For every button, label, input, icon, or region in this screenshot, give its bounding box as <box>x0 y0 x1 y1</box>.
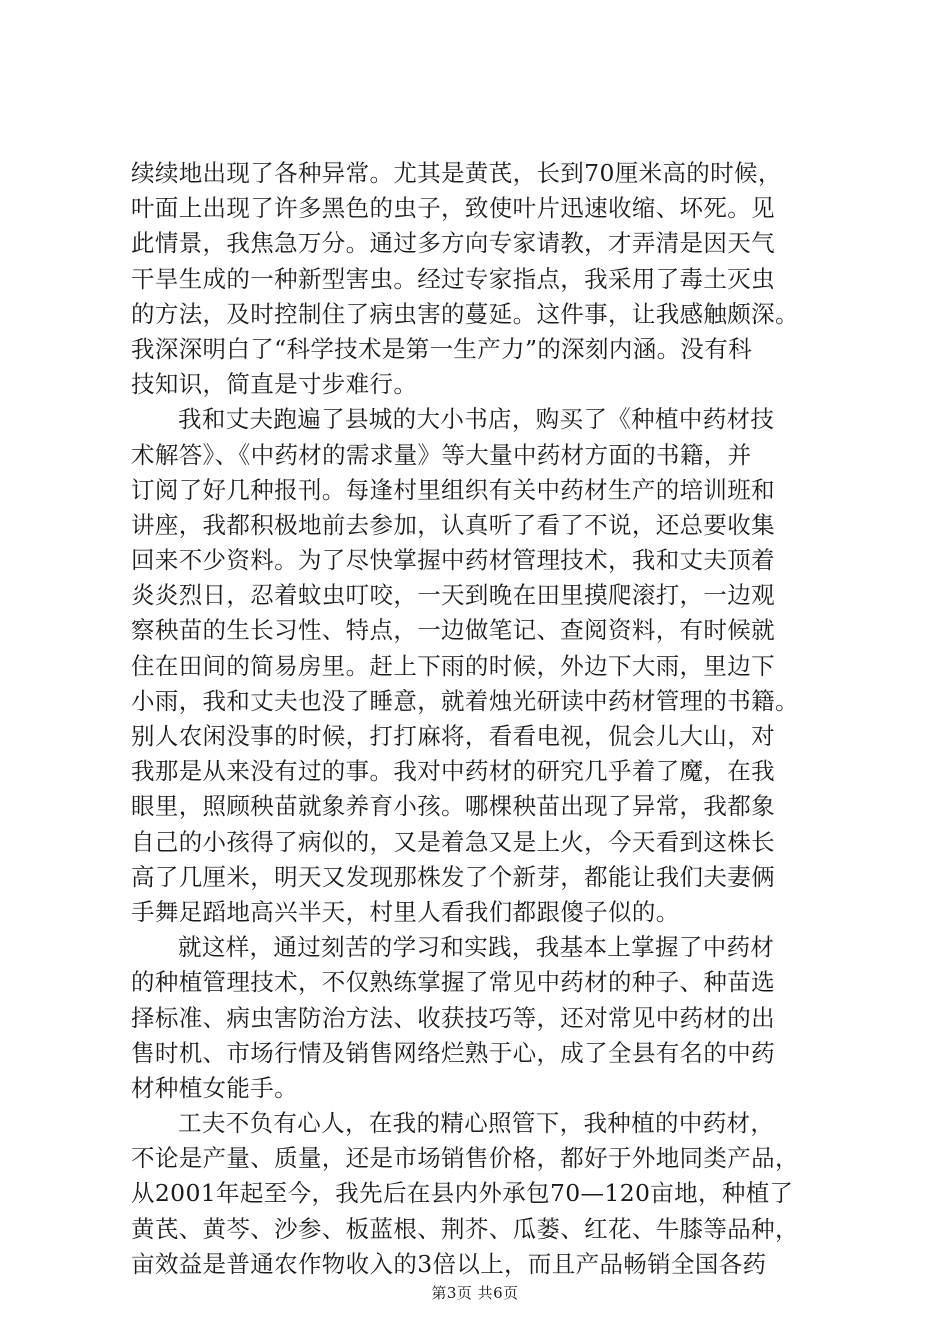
text-line: 别人农闲没事的时候，打打麻将，看看电视，侃会儿大山，对 <box>131 722 775 750</box>
text-line: 此情景，我焦急万分。通过多方向专家请教，才弄清是因天气 <box>131 229 775 258</box>
text-line: 干旱生成的一种新型害虫。经过专家指点，我采用了毒土灭虫 <box>131 264 775 293</box>
text-line: 黄芪、黄芩、沙参、板蓝根、荆芥、瓜蒌、红花、牛膝等品种， <box>131 1214 799 1243</box>
text-line: 我深深明白了“科学技术是第一生产力”的深刻内涵。没有科 <box>131 334 752 363</box>
text-line: 就这样，通过刻苦的学习和实践，我基本上掌握了中药材 <box>178 933 775 962</box>
text-line: 续续地出现了各种异常。尤其是黄芪，长到70厘米高的时候， <box>131 159 782 187</box>
text-line: 我那是从来没有过的事。我对中药材的研究几乎着了魔，在我 <box>131 757 775 786</box>
text-line: 技知识，简直是寸步难行。 <box>131 370 418 399</box>
text-line: 的种植管理技术，不仅熟练掌握了常见中药材的种子、种苗选 <box>131 968 775 997</box>
text-line: 材种植女能手。 <box>131 1073 298 1102</box>
text-line: 从2001年起至今，我先后在县内外承包70—120亩地，种植了 <box>131 1179 794 1208</box>
text-line: 回来不少资料。为了尽快掌握中药材管理技术，我和丈夫顶着 <box>131 546 775 575</box>
body-text <box>131 156 851 1282</box>
page-footer: 第3页 共6页 <box>431 1284 519 1302</box>
text-line: 亩效益是普通农作物收入的3倍以上，而且产品畅销全国各药 <box>131 1249 767 1278</box>
text-line: 眼里，照顾秧苗就象养育小孩。哪棵秧苗出现了异常，我都象 <box>131 792 775 821</box>
text-line: 察秧苗的生长习性、特点，一边做笔记、查阅资料，有时候就 <box>131 616 775 645</box>
text-line: 讲座，我都积极地前去参加，认真听了看了不说，还总要收集 <box>131 510 775 539</box>
text-line: 订阅了好几种报刊。每逢村里组织有关中药材生产的培训班和 <box>131 475 775 504</box>
text-line: 高了几厘米，明天又发现那株发了个新芽，都能让我们夫妻俩 <box>131 862 775 891</box>
text-line: 自己的小孩得了病似的，又是着急又是上火，今天看到这株长 <box>131 827 775 856</box>
text-line: 小雨，我和丈夫也没了睡意，就着烛光研读中药材管理的书籍。 <box>131 686 799 715</box>
text-line: 择标准、病虫害防治方法、收获技巧等，还对常见中药材的出 <box>131 1003 775 1032</box>
text-line: 住在田间的简易房里。赶上下雨的时候，外边下大雨，里边下 <box>131 651 775 680</box>
text-line: 的方法，及时控制住了病虫害的蔓延。这件事，让我感触颇深。 <box>131 299 799 328</box>
text-line: 炎炎烈日，忍着蚊虫叮咬，一天到晚在田里摸爬滚打，一边观 <box>131 581 775 610</box>
text-line: 手舞足蹈地高兴半天，村里人看我们都跟傻子似的。 <box>131 897 680 926</box>
text-line: 售时机、市场行情及销售网络烂熟于心，成了全县有名的中药 <box>131 1038 775 1067</box>
text-line: 术解答》、《中药材的需求量》等大量中药材方面的书籍，并 <box>131 440 752 469</box>
text-line: 不论是产量、质量，还是市场销售价格，都好于外地同类产品， <box>131 1144 799 1173</box>
text-line: 我和丈夫跑遍了县城的大小书店，购买了《种植中药材技 <box>178 405 775 434</box>
text-line: 叶面上出现了许多黑色的虫子，致使叶片迅速收缩、坏死。见 <box>131 194 775 223</box>
text-line: 工夫不负有心人，在我的精心照管下，我种植的中药材， <box>178 1109 775 1138</box>
